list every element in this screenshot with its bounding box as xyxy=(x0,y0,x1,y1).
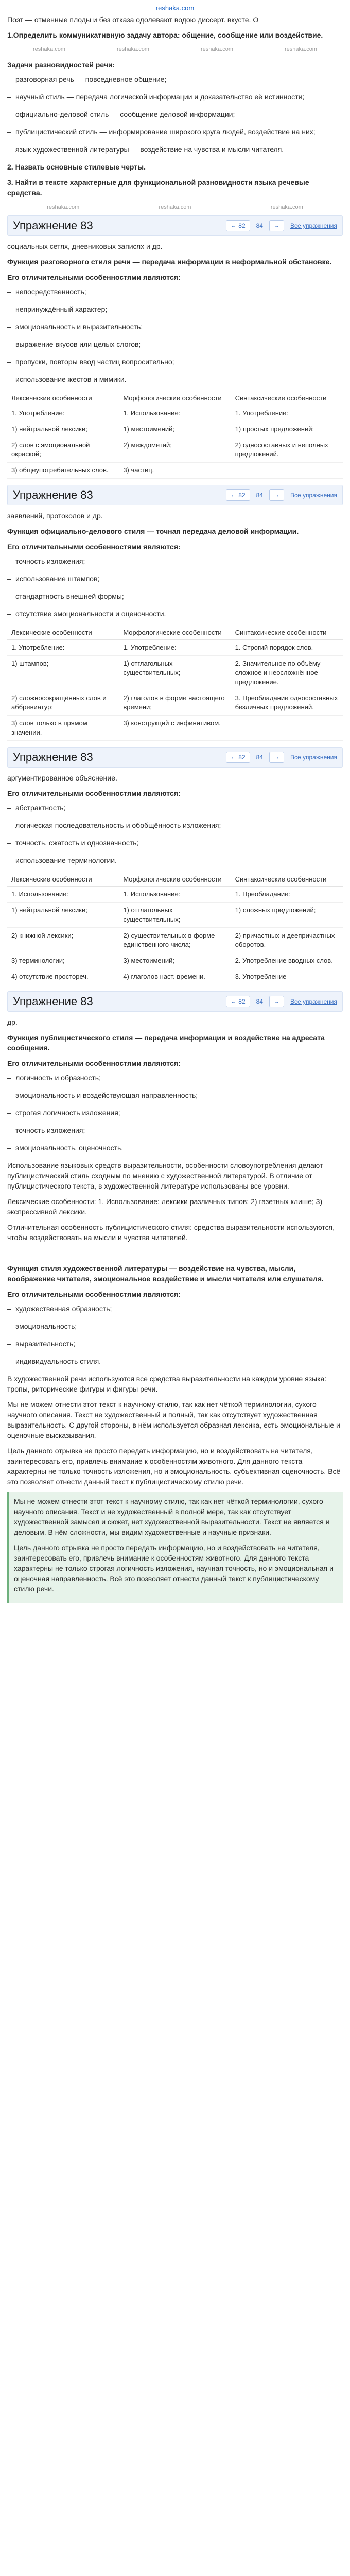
list-item: – точность изложения; xyxy=(7,556,343,566)
arrow-left-icon: ← xyxy=(231,998,237,1005)
table-row: 3) слов только в прямом значении. 3) конструкций с инфинитивом. xyxy=(7,716,343,741)
table-header: Синтаксические особенности xyxy=(231,392,343,405)
arrow-right-icon: → xyxy=(273,998,279,1005)
list-item: – разговорная речь — повседневное общение; xyxy=(7,74,343,84)
arrow-left-icon: ← xyxy=(231,223,237,229)
table-header: Синтаксические особенности xyxy=(231,873,343,887)
features-title: Его отличительными особенностями являются: xyxy=(7,789,181,798)
list-item: – использование штампов; xyxy=(7,573,343,584)
exercise-nav-bar xyxy=(7,747,343,768)
next-exercise-button[interactable] xyxy=(269,752,284,763)
features-title: Его отличительными особенностями являются: xyxy=(7,543,181,551)
exercise-nav-bar xyxy=(7,991,343,1012)
nav-controls xyxy=(226,220,337,231)
features-list xyxy=(7,286,343,384)
tasks-list xyxy=(7,74,343,155)
features-title: Его отличительными особенностями являются: xyxy=(7,1059,181,1067)
list-item: – непосредственность; xyxy=(7,286,343,297)
arrow-left-icon: ← xyxy=(231,492,237,498)
section-function: Функция официально-делового стиля — точная передача деловой информации. xyxy=(7,527,299,535)
next-exercise-number[interactable]: 84 xyxy=(256,998,263,1005)
table-header: Морфологические особенности xyxy=(119,873,231,887)
section-function: Функция публицистического стиля — передача информации и воздействие на адресата сообщения. xyxy=(7,1033,325,1052)
exercise-title: Упражнение 83 xyxy=(13,488,93,501)
features-list xyxy=(7,803,343,866)
section-lead: заявлений, протоколов и др. xyxy=(7,512,103,520)
list-item: – стандартность внешней формы; xyxy=(7,591,343,601)
list-item: – эмоциональность, оценочность. xyxy=(7,1143,343,1153)
features-table xyxy=(7,873,343,985)
paragraph: Лексические особенности: 1. Использование: лексики различных типов; 2) газетных клише; 3) экспрессивной лексики. xyxy=(7,1197,323,1216)
table-header: Лексические особенности xyxy=(7,392,119,405)
list-item: – эмоциональность; xyxy=(7,1321,343,1331)
next-exercise-button[interactable] xyxy=(269,489,284,501)
list-item: – выразительность; xyxy=(7,1338,343,1349)
prev-exercise-button[interactable]: ← 82 xyxy=(226,489,250,501)
arrow-right-icon: → xyxy=(273,223,279,229)
all-exercises-link[interactable]: Все упражнения xyxy=(290,492,337,499)
features-list xyxy=(7,1303,343,1366)
exercise-title: Упражнение 83 xyxy=(13,219,93,232)
list-item: – точность изложения; xyxy=(7,1125,343,1136)
arrow-right-icon: → xyxy=(273,492,279,498)
features-table xyxy=(7,626,343,741)
nav-controls xyxy=(226,489,337,501)
table-row: 3) терминологии; 3) местоимений; 2. Употребление вводных слов. xyxy=(7,953,343,969)
list-item: – отсутствие эмоциональности и оценочности. xyxy=(7,608,343,619)
table-row: 4) отсутствие простореч. 4) глаголов наст. времени. 3. Употребление xyxy=(7,969,343,985)
nav-controls xyxy=(226,752,337,763)
list-item: – официально-деловой стиль — сообщение деловой информации; xyxy=(7,109,343,120)
list-item: – эмоциональность и воздействующая направленность; xyxy=(7,1090,343,1100)
table-row: 2) книжной лексики; 2) существительных в форме единственного числа; 2) причастных и деепричастных оборотов. xyxy=(7,928,343,953)
arrow-left-icon: ← xyxy=(231,754,237,760)
question-1-subtitle: Задачи разновидностей речи: xyxy=(7,61,115,69)
table-header: Морфологические особенности xyxy=(119,626,231,640)
list-item: – индивидуальность стиля. xyxy=(7,1356,343,1366)
paragraph: Использование языковых средств выразительности, особенности словоупотребления делают публицистический стиль сходным по мнению с художественной литературой. В отличие от публицистического текста, в художественной литературе использованы все уровни. xyxy=(7,1161,323,1190)
table-row: 1. Употребление: 1. Использование: 1. Употребление: xyxy=(7,405,343,421)
table-row: 1. Употребление: 1. Употребление: 1. Строгий порядок слов. xyxy=(7,640,343,656)
list-item: – публицистический стиль — информирование широкого круга людей, воздействие на них; xyxy=(7,127,343,137)
list-item: – эмоциональность и выразительность; xyxy=(7,321,343,332)
section-function: Функция разговорного стиля речи — передача информации в неформальной обстановке. xyxy=(7,258,332,266)
intro-text: Поэт — отменные плоды и без отказа одолевают водою диссерт. вкусте. О xyxy=(7,15,259,24)
list-item: – логичность и образность; xyxy=(7,1073,343,1083)
list-item: – научный стиль — передача логической информации и доказательство её истинности; xyxy=(7,92,343,102)
list-item: – использование жестов и мимики. xyxy=(7,374,343,384)
next-exercise-number[interactable]: 84 xyxy=(256,222,263,229)
table-row: 1) нейтральной лексики; 1) отглагольных существительных; 1) сложных предложений; xyxy=(7,903,343,928)
paragraph: Мы не можем отнести этот текст к научному стилю, так как нет чёткой терминологии, сухого научного описания. Текст и не художественный в полной мере, так как отсутствует художественной замысел и сюжет, нет художественной выразительности. Текст не является и деловым. В нём сложности, мы видим художественные и научные признаки. xyxy=(14,1497,330,1536)
table-header: Морфологические особенности xyxy=(119,392,231,405)
paragraph: Цель данного отрывка не просто передать информацию, но и воздействовать на читателя, заинтересовать его, привлечь внимание к особенностям животного. Для данного текста характерны не только строгая логичность изложения, научная точность, но и эмоциональная и оценочная направленность. Всё это позволяет отнести данный текст к публицистическому стилю речи. xyxy=(14,1544,334,1593)
paragraph: Цель данного отрывка не просто передать информацию, но и воздействовать на читателя, заинтересовать его, привлечь внимание к особенностям животного. Для данного текста характерны не только точность изложения, но и эмоциональность, субъективная оценочность. Всё это позволяет отнести данный текст к публицистическому стилю речи. xyxy=(7,1447,341,1486)
table-header: Лексические особенности xyxy=(7,873,119,887)
table-row: 2) слов с эмоциональной окраской; 2) междометий; 2) односоставных и неполных предложений. xyxy=(7,437,343,463)
list-item: – язык художественной литературы — воздействие на чувства и мысли читателя. xyxy=(7,144,343,155)
list-item: – строгая логичность изложения; xyxy=(7,1108,343,1118)
features-list xyxy=(7,556,343,619)
arrow-right-icon: → xyxy=(273,754,279,760)
list-item: – логическая последовательность и обобщённость изложения; xyxy=(7,820,343,831)
table-row: 1) нейтральной лексики; 1) местоимений; 1) простых предложений; xyxy=(7,421,343,437)
question-2-title: 2. Назвать основные стилевые черты. xyxy=(7,163,146,171)
prev-exercise-button[interactable]: ← 82 xyxy=(226,752,250,763)
paragraph: Отличительная особенность публицистического стиля: средства выразительности используются, чтобы воздействовать на мысли и чувства читателей. xyxy=(7,1223,335,1242)
exercise-nav-bar xyxy=(7,215,343,236)
table-row: 2) сложносокращённых слов и аббревиатур; 2) глаголов в форме настоящего времени; 3. Преобладание односоставных безличных предложений. xyxy=(7,690,343,716)
site-link[interactable]: reshaka.com xyxy=(155,4,195,12)
paragraph: Мы не можем отнести этот текст к научному стилю, так как нет чёткой терминологии, сухого научного описания. Текст не художественный и полный, так как отсутствует художественная выразительность. С другой стороны, в нём используется образная лексика, есть эмоциональные и оценочные высказывания. xyxy=(7,1400,340,1439)
paragraph: В художественной речи используются все средства выразительности на каждом уровне языка: тропы, риторические фигуры и фигуры речи. xyxy=(7,1375,327,1393)
question-3-title: 3. Найти в тексте характерные для функциональной разновидности языка речевые средства. xyxy=(7,178,309,197)
all-exercises-link[interactable]: Все упражнения xyxy=(290,998,337,1005)
table-header-row xyxy=(7,392,343,405)
table-header: Синтаксические особенности xyxy=(231,626,343,640)
list-item: – использование терминологии. xyxy=(7,855,343,866)
next-exercise-button[interactable] xyxy=(269,996,284,1007)
list-item: – выражение вкусов или целых слогов; xyxy=(7,339,343,349)
spacer xyxy=(7,1248,343,1263)
list-item: – пропуски, повторы ввод частиц вопросительно; xyxy=(7,357,343,367)
list-item: – абстрактность; xyxy=(7,803,343,813)
table-header-row xyxy=(7,626,343,640)
question-1-title: 1.Определить коммуникативную задачу автора: общение, сообщение или воздействие. xyxy=(7,31,323,39)
features-title: Его отличительными особенностями являются: xyxy=(7,273,181,281)
watermark-row: reshaka.com reshaka.com reshaka.com xyxy=(47,204,303,210)
features-table xyxy=(7,392,343,479)
list-item: – точность, сжатость и однозначность; xyxy=(7,838,343,848)
list-item: – художественная образность; xyxy=(7,1303,343,1314)
list-item: – непринуждённый характер; xyxy=(7,304,343,314)
features-list xyxy=(7,1073,343,1153)
table-row: 1. Использование: 1. Использование: 1. Преобладание: xyxy=(7,887,343,903)
next-exercise-button[interactable] xyxy=(269,220,284,231)
section-lead: др. xyxy=(7,1018,18,1026)
nav-controls xyxy=(226,996,337,1007)
all-exercises-link[interactable]: Все упражнения xyxy=(290,754,337,761)
prev-exercise-button[interactable]: ← 82 xyxy=(226,996,250,1007)
watermark-row: reshaka.com reshaka.com reshaka.com reshaka.com xyxy=(33,46,317,53)
table-header-row xyxy=(7,873,343,887)
exercise-title: Упражнение 83 xyxy=(13,995,93,1008)
next-exercise-number[interactable]: 84 xyxy=(256,492,263,499)
answer-highlight xyxy=(7,1492,343,1603)
exercise-nav-bar xyxy=(7,485,343,505)
table-header: Лексические особенности xyxy=(7,626,119,640)
table-row: 1) штампов; 1) отглагольных существительных; 2. Значительное по объёму сложное и неосложнённое предложение. xyxy=(7,656,343,690)
section-lead: аргументированное объяснение. xyxy=(7,774,117,782)
all-exercises-link[interactable]: Все упражнения xyxy=(290,222,337,229)
section-lead: социальных сетях, дневниковых записях и др. xyxy=(7,242,163,250)
next-exercise-number[interactable]: 84 xyxy=(256,754,263,761)
exercise-title: Упражнение 83 xyxy=(13,751,93,764)
section-function: Функция стиля художественной литературы — воздействие на чувства, мысли, воображение читателя, эмоциональное воздействие и мысли читателя или слушателя. xyxy=(7,1264,324,1283)
table-row: 3) общеупотребительных слов. 3) частиц. xyxy=(7,463,343,479)
prev-exercise-button[interactable]: ← 82 xyxy=(226,220,250,231)
features-title: Его отличительными особенностями являются: xyxy=(7,1290,181,1298)
